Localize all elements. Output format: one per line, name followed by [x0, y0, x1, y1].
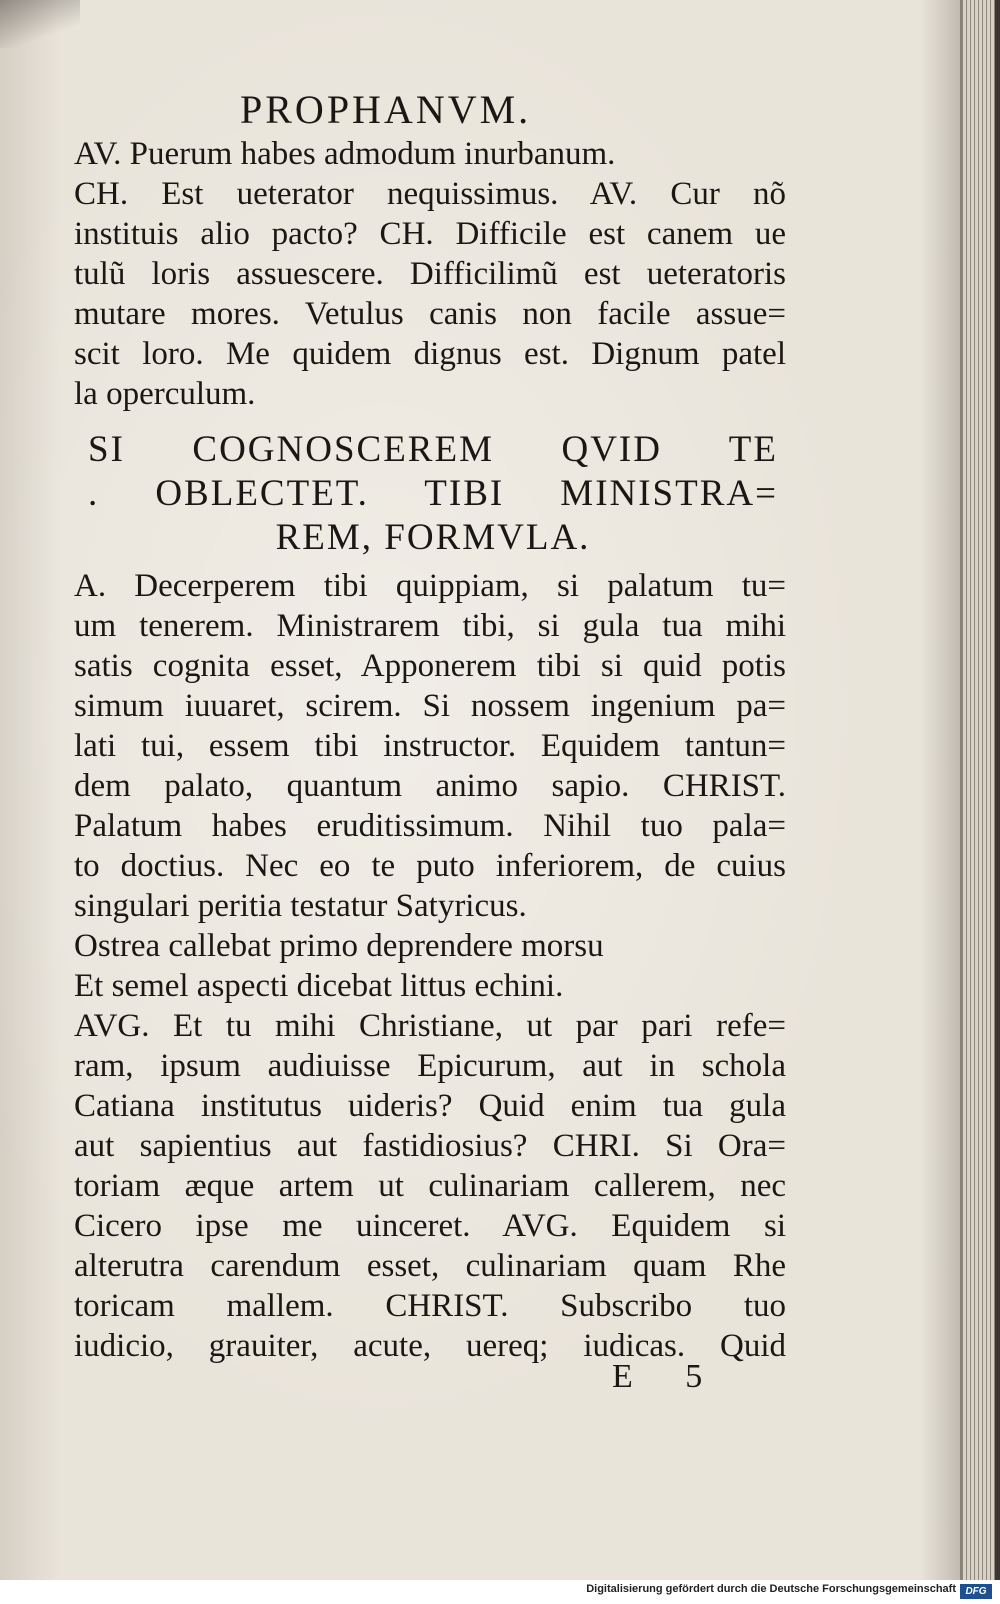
text-line: aut sapientius aut fastidiosius? CHRI. Si Ora= — [74, 1128, 786, 1164]
binding-shadow — [0, 0, 80, 48]
text-line: AV. Puerum habes admodum inurbanum. — [74, 136, 616, 172]
verse-line: Et semel aspecti dicebat littus echini. — [74, 968, 564, 1004]
running-head: PROPHANVM. — [240, 87, 532, 132]
text-line: Cicero ipse me uinceret. AVG. Equidem si — [74, 1208, 786, 1244]
text-line: iudicio, grauiter, acute, uereq; iudicas. Quid — [74, 1328, 786, 1364]
text-line: instituis alio pacto? CH. Difficile est canem ue — [74, 216, 786, 252]
text-line: alterutra carendum esset, culinariam quam Rhe — [74, 1248, 786, 1284]
text-line: satis cognita esset, Apponerem tibi si quid potis — [74, 648, 786, 684]
text-line: ram, ipsum audiuisse Epicurum, aut in schola — [74, 1048, 786, 1084]
text-line: Catiana institutus uideris? Quid enim tua gula — [74, 1088, 786, 1124]
heading-line: . OBLECTET. TIBI MINISTRA= — [88, 473, 778, 514]
text-line: toriam æque artem ut culinariam callerem, nec — [74, 1168, 786, 1204]
text-block-1 — [74, 134, 786, 414]
text-line: toricam mallem. CHRIST. Subscribo tuo — [74, 1288, 786, 1324]
text-line: to doctius. Nec eo te puto inferiorem, de cuius — [74, 848, 786, 884]
footer-credit: Digitalisierung gefördert durch die Deutsche Forschungsgemeinschaft — [586, 1583, 956, 1595]
verse-line: Ostrea callebat primo deprendere morsu — [74, 928, 604, 964]
heading-line: SI COGNOSCEREM QVID TE — [88, 429, 778, 470]
heading-line: REM, FORMVLA. — [275, 517, 591, 558]
text-line: dem palato, quantum animo sapio. CHRIST. — [74, 768, 786, 804]
text-line: tulũ loris assuescere. Difficilimũ est ueteratoris — [74, 256, 786, 292]
text-line: CH. Est ueterator nequissimus. AV. Cur nõ — [74, 176, 786, 212]
text-line: la operculum. — [74, 376, 256, 412]
text-line: Palatum habes eruditissimum. Nihil tuo pala= — [74, 808, 786, 844]
section-heading — [88, 428, 778, 560]
text-line: lati tui, essem tibi instructor. Equidem tantun= — [74, 728, 786, 764]
text-block-2 — [74, 566, 786, 1366]
text-line: scit loro. Me quidem dignus est. Dignum patel — [74, 336, 786, 372]
dfg-logo[interactable]: DFG — [960, 1584, 992, 1599]
text-line: AVG. Et tu mihi Christiane, ut par pari refe= — [74, 1008, 786, 1044]
text-line: um tenerem. Ministrarem tibi, si gula tua mihi — [74, 608, 786, 644]
text-line: mutare mores. Vetulus canis non facile assue= — [74, 296, 786, 332]
signature-mark: E 5 — [612, 1358, 725, 1395]
text-line: simum iuuaret, scirem. Si nossem ingenium pa= — [74, 688, 786, 724]
text-line: singulari peritia testatur Satyricus. — [74, 888, 527, 924]
text-line: A. Decerperem tibi quippiam, si palatum tu= — [74, 568, 786, 604]
